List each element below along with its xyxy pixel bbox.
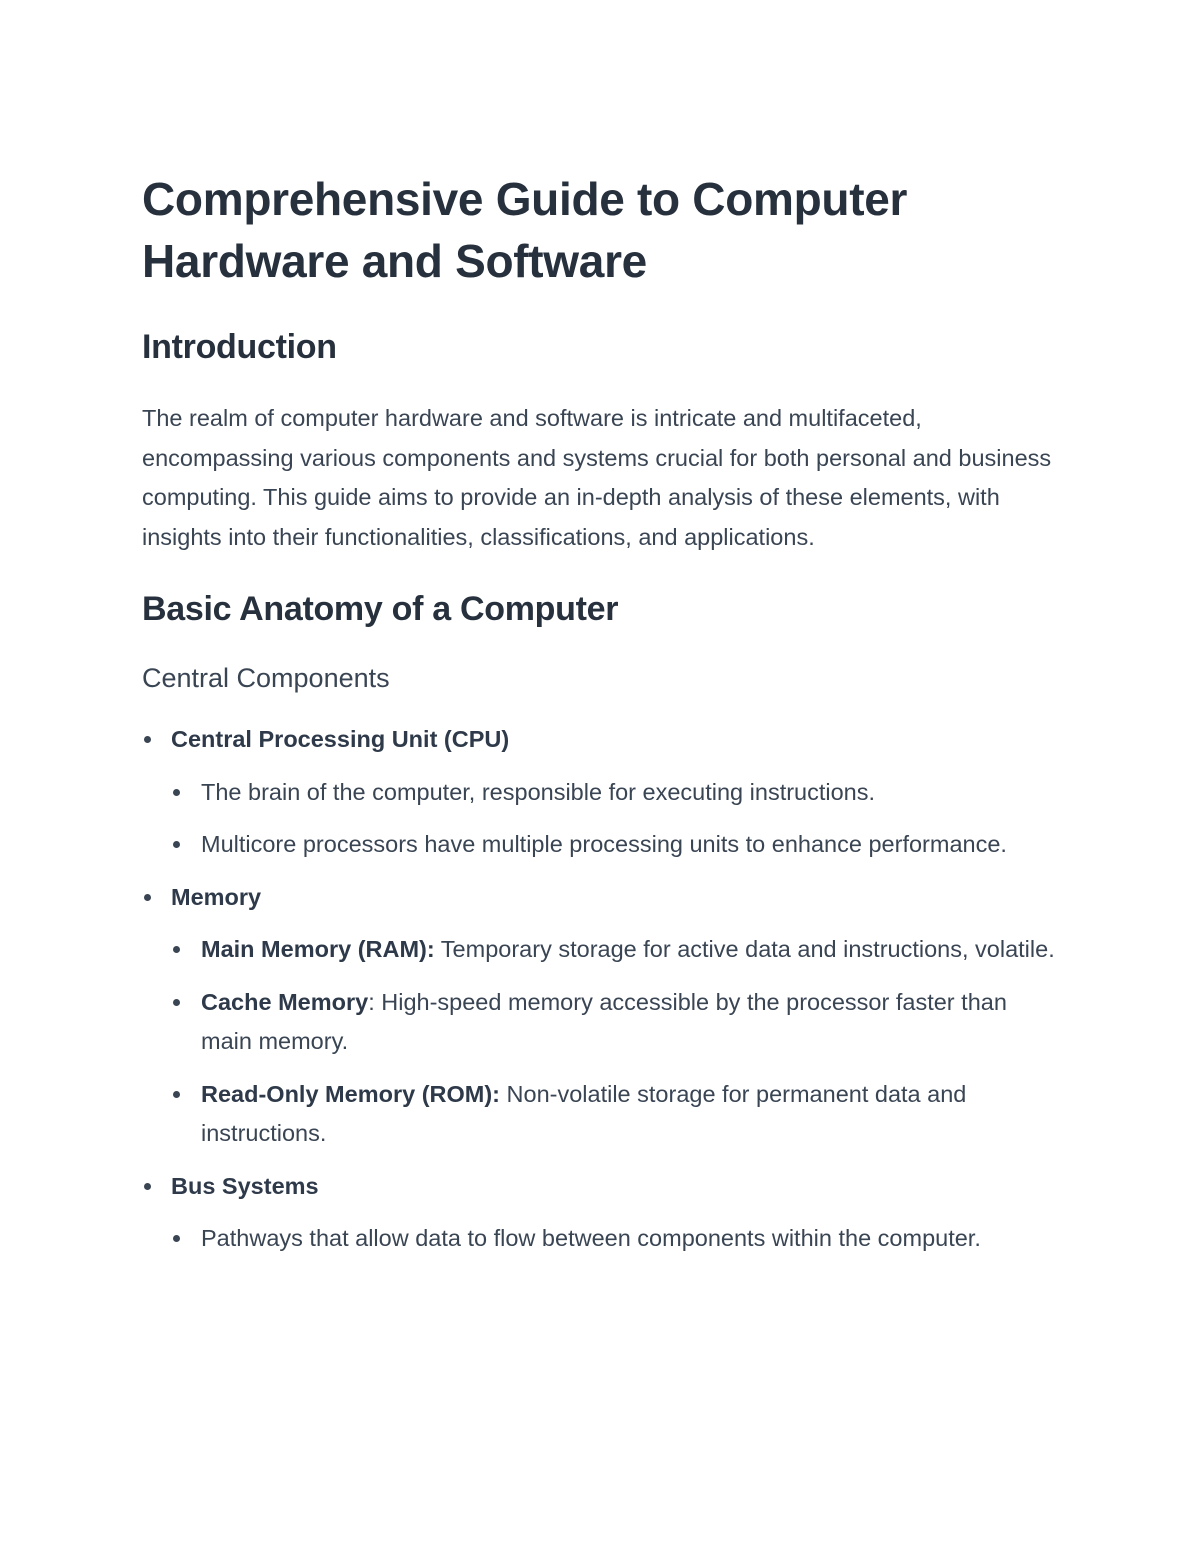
list-item: [171, 773, 1062, 813]
list-item: [171, 1219, 1062, 1259]
document-page: [142, 168, 1062, 1272]
memory-description: Non-volatile storage for permanent data and instructions.: [201, 1080, 967, 1146]
bullet-icon: [144, 736, 151, 743]
bullet-icon: [173, 946, 180, 953]
term-separator: :: [426, 936, 435, 962]
list-item: [171, 1075, 1062, 1154]
bullet-icon: [173, 1091, 180, 1098]
cpu-label: Central Processing Unit (CPU): [171, 726, 510, 752]
bullet-icon: [173, 789, 180, 796]
list-item: [171, 930, 1062, 970]
term-separator: :: [492, 1080, 500, 1107]
cpu-item-text: Multicore processors have multiple processing units to enhance performance.: [201, 831, 1007, 857]
list-item: [171, 983, 1062, 1062]
list-item: [171, 825, 1062, 865]
bullet-icon: [144, 1183, 151, 1190]
bus-label: Bus Systems: [171, 1172, 319, 1199]
bullet-icon: [173, 999, 180, 1006]
anatomy-heading: Basic Anatomy of a Computer: [142, 590, 619, 628]
bullet-icon: [173, 841, 180, 848]
introduction-paragraph: The realm of computer hardware and software is intricate and multifaceted, encompassing various components and systems crucial for both personal and business computing. This guide aims to provide an in-depth analysis of these elements, with insights into their functionalities, classifications, and applications.: [142, 405, 1052, 550]
cpu-item-text: The brain of the computer, responsible for executing instructions.: [201, 778, 876, 805]
bus-item-text: Pathways that allow data to flow between components within the computer.: [201, 1225, 981, 1251]
components-list: [142, 720, 1062, 1259]
memory-term: Main Memory (RAM): [201, 936, 427, 962]
term-separator: :: [368, 988, 375, 1015]
bullet-icon: [144, 894, 151, 901]
document-title: Comprehensive Guide to Computer Hardware and Software: [142, 173, 908, 287]
list-item-bus: [142, 1167, 1062, 1259]
introduction-heading: Introduction: [142, 328, 337, 366]
memory-description: High-speed memory accessible by the processor faster than main memory.: [201, 988, 1007, 1054]
cpu-sublist: [171, 773, 1062, 865]
memory-term: Read-Only Memory (ROM): [201, 1080, 493, 1107]
bus-sublist: [171, 1219, 1062, 1259]
memory-label: Memory: [171, 883, 262, 910]
list-item-cpu: [142, 720, 1062, 865]
memory-sublist: [171, 930, 1062, 1154]
memory-description: Temporary storage for active data and instructions, volatile.: [434, 936, 1055, 962]
central-components-subheading: Central Components: [142, 663, 390, 693]
bullet-icon: [173, 1235, 180, 1242]
memory-term: Cache Memory: [201, 988, 369, 1015]
list-item-memory: [142, 878, 1062, 1154]
